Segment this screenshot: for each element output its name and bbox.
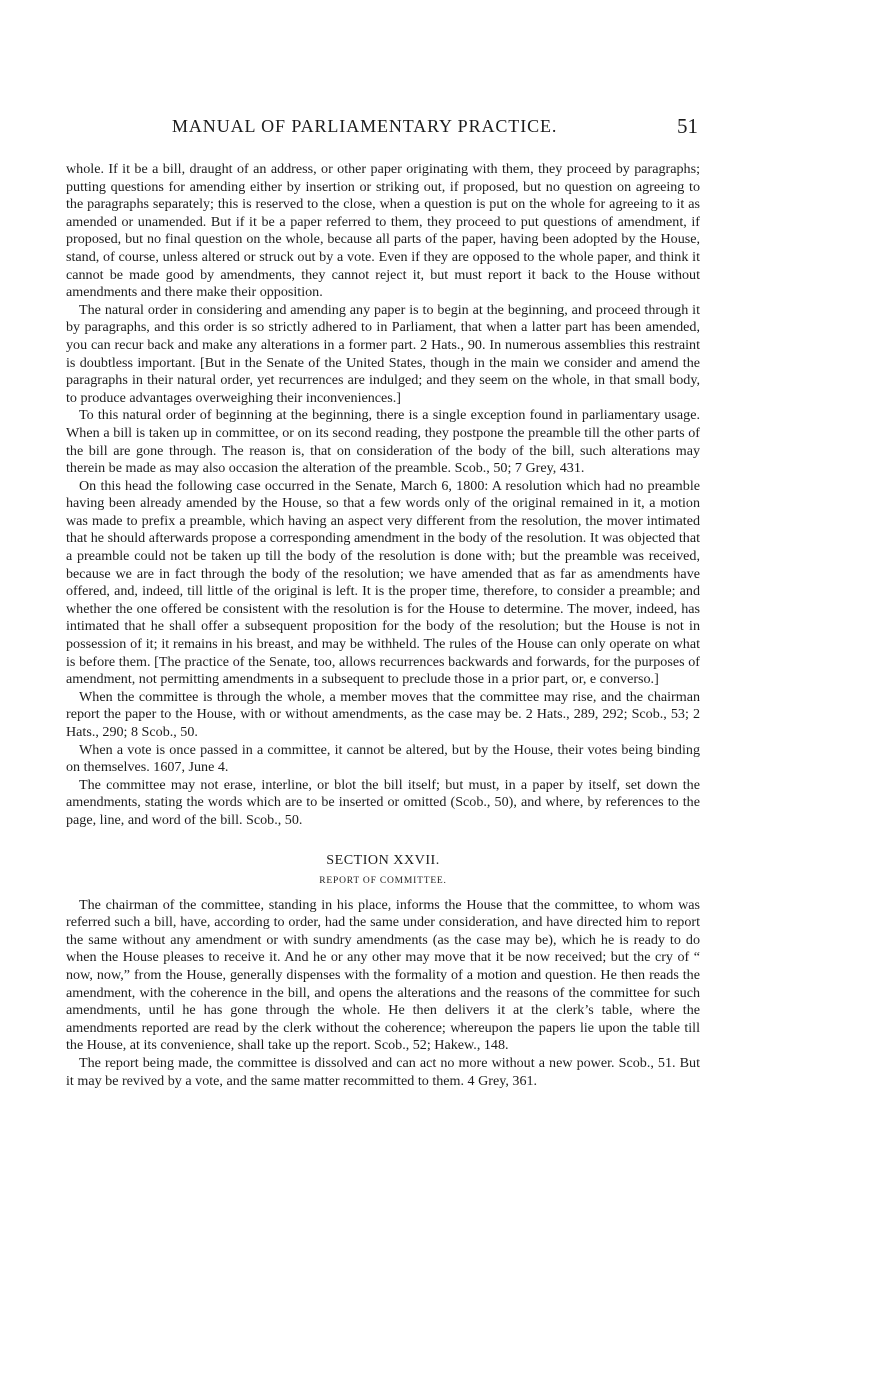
section-paragraph: The chairman of the committee, standing in his place, informs the House that the committee, to whom was referred such a bill, have, according to order, had the same under consideration, and have directed him to report the same without any amendment or with sundry amendments (as the case may be), which he is ready to do when the House pleases to receive it. And he or any other may move that it be now received; but the cry of “ now, now,” from the House, generally dispenses with the formality of a motion and question. He then reads the amendment, with the coherence in the bill, and opens the alterations and the reasons of the committee for such amendments, until he has gone through the whole. He then delivers it at the clerk’s table, where the amendments reported are read by the clerk without the coherence; whereupon the papers lie upon the table till the House, at its convenience, shall take up the report. Scob., 52; Hakew., 148. xyxy=(66,896,700,1054)
paragraph: whole. If it be a bill, draught of an address, or other paper originating with them, they proceed by paragraphs; putting questions for amending either by insertion or striking out, if proposed, but no question on agreeing to the paragraphs separately; this is reserved to the close, when a question is put on the whole for agreeing to it as amended or unamended. But if it be a paper referred to them, they proceed to put questions of amendment, if proposed, but no final question on the whole, because all parts of the paper, having been adopted by the House, stand, of course, unless altered or struck out by a vote. Even if they are opposed to the whole paper, and think it cannot be made good by amendments, they cannot reject it, but must report it back to the House without amendments and there make their opposition. xyxy=(66,161,700,301)
section-heading: SECTION XXVII. xyxy=(326,851,440,868)
paragraph: When a vote is once passed in a committee, it cannot be altered, but by the House, their votes being binding on themselves. 1607, June 4. xyxy=(66,741,700,776)
paragraph: To this natural order of beginning at the beginning, there is a single exception found in parliamentary usage. When a bill is taken up in committee, or on its second reading, they postpone the preamble till the other parts of the bill are gone through. The reason is, that on consideration of the body of the bill, such alterations may therein be made as may also occasion the alteration of the preamble. Scob., 50; 7 Grey, 431. xyxy=(66,407,700,477)
text-column xyxy=(66,161,700,1090)
paragraph: The committee may not erase, interline, or blot the bill itself; but must, in a paper by itself, set down the amendments, stating the words which are to be inserted or omitted (Scob., 50), and where, by references to the page, line, and word of the bill. Scob., 50. xyxy=(66,776,700,828)
section-subheading: REPORT OF COMMITTEE. xyxy=(319,875,447,886)
running-head xyxy=(66,116,700,142)
paragraph: The natural order in considering and amending any paper is to begin at the beginning, and proceed through it by paragraphs, and this order is so strictly adhered to in Parliament, that when a latter part has been amended, you can recur back and make any alterations in a former part. 2 Hats., 90. In numerous assemblies this restraint is doubtless important. [But in the Senate of the United States, though in the main we consider and amend the paragraphs in their natural order, yet recurrences are indulged; and they seem on the whole, in that small body, to produce advantages overweighing their inconveniences.] xyxy=(66,301,700,406)
running-title: MANUAL OF PARLIAMENTARY PRACTICE. xyxy=(172,116,558,136)
paragraph: When the committee is through the whole, a member moves that the committee may rise, and the chairman report the paper to the House, with or without amendments, as the case may be. 2 Hats., 289, 292; Scob., 53; 2 Hats., 290; 8 Scob., 50. xyxy=(66,688,700,740)
page-number: 51 xyxy=(677,114,698,138)
paragraph: On this head the following case occurred in the Senate, March 6, 1800: A resolution which had no preamble having been already amended by the House, so that a few words only of the original remained in it, a motion was made to prefix a preamble, which having an aspect very different from the resolution, the mover intimated that he should afterwards propose a corresponding amendment in the body of the resolution. It was objected that a preamble could not be taken up till the body of the resolution is done with; but the preamble was received, because we are in fact through the body of the resolution; we have amended that as far as amendments have offered, and, indeed, till little of the original is left. It is the proper time, therefore, to consider a preamble; and whether the one offered be consistent with the resolution is for the House to determine. The mover, indeed, has intimated that he shall offer a subsequent proposition for the body of the resolution; but the House is not in possession of it; it remains in his breast, and may be withheld. The rules of the House can only operate on what is before them. [The practice of the Senate, too, allows recurrences backwards and forwards, for the purposes of amendment, not permitting amendments in a subsequent to preclude those in a prior part, or, e converso.] xyxy=(66,477,700,688)
section-paragraph: The report being made, the committee is dissolved and can act no more without a new power. Scob., 51. But it may be revived by a vote, and the same matter recommitted to them. 4 Grey, 361. xyxy=(66,1054,700,1089)
